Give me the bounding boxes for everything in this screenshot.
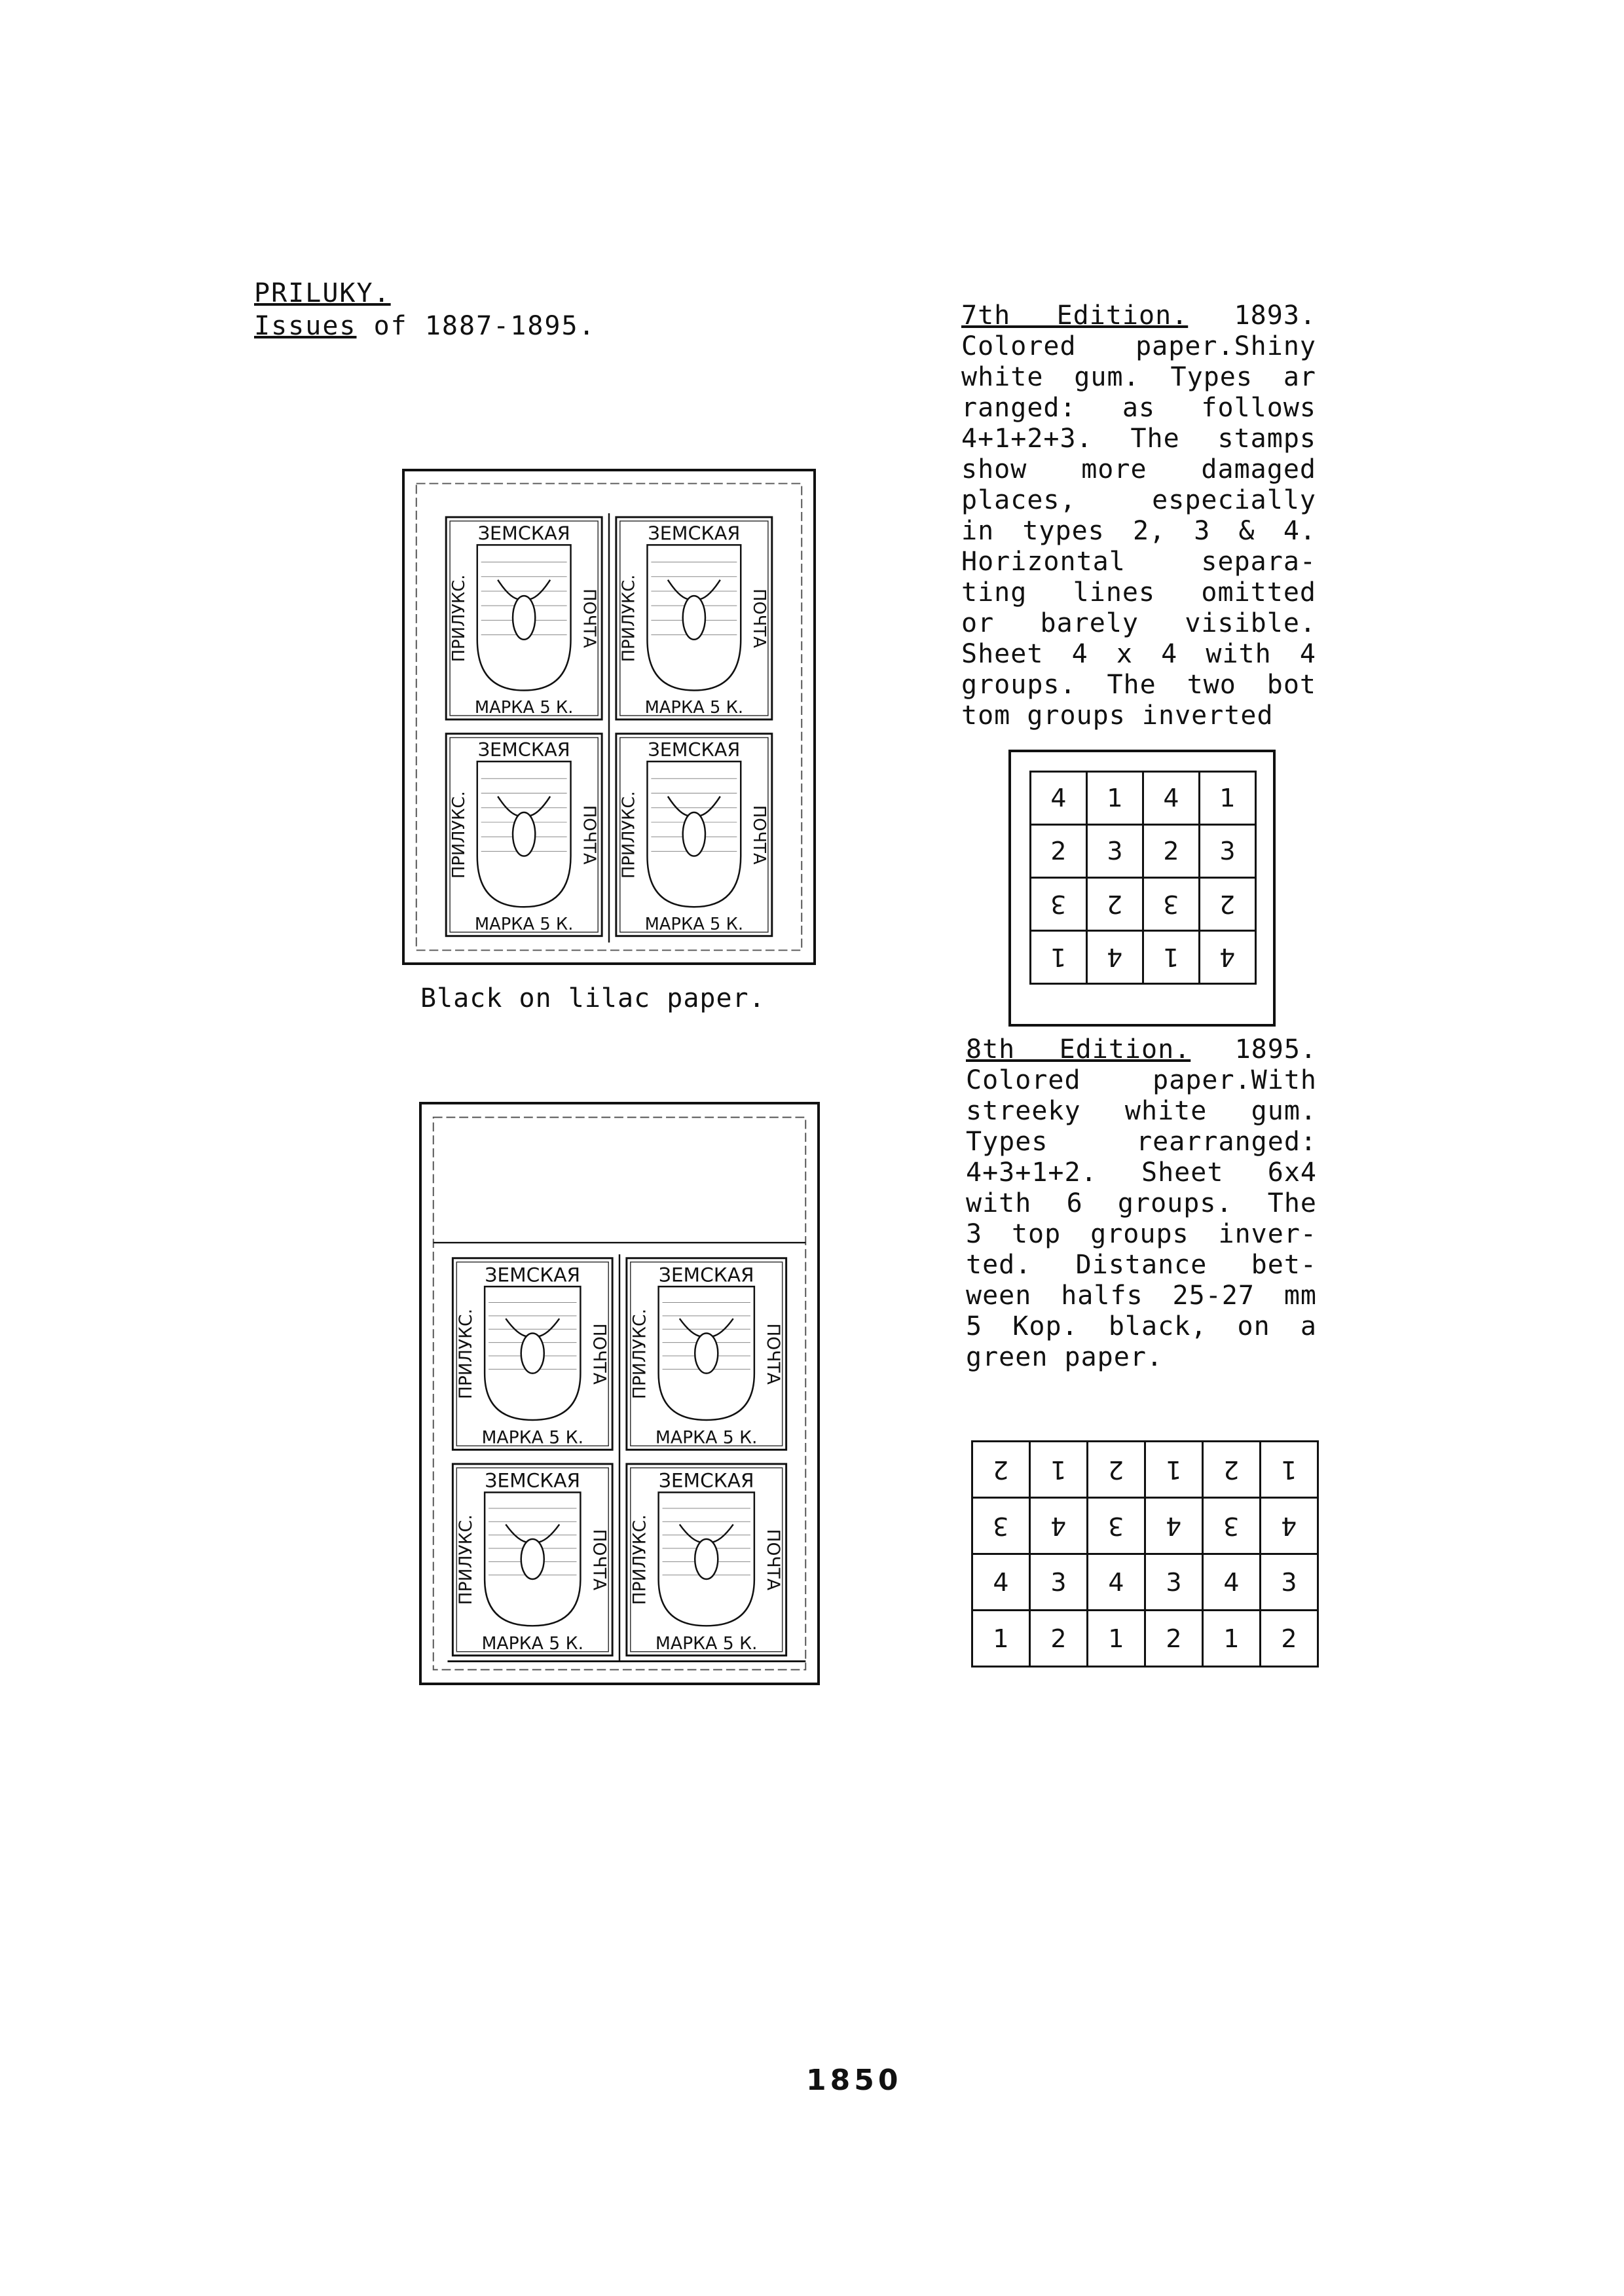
edition-8-grid-cell-number: 1	[1223, 1624, 1240, 1653]
edition-8-grid-cell-number: 4	[1281, 1511, 1297, 1540]
photo-1-caption: Black on lilac paper.	[420, 983, 766, 1013]
edition-8-grid-cell-number: 1	[1050, 1455, 1067, 1484]
edition-7-title: 7th Edition.	[961, 301, 1189, 331]
edition-7-grid-cell	[1087, 772, 1143, 825]
edition-8-grid-cell	[1088, 1442, 1145, 1498]
stamp-emblem-head	[513, 596, 535, 640]
stamp-emblem-head	[683, 596, 705, 640]
edition-8-grid-cell	[1030, 1611, 1088, 1667]
edition-8-grid-cell	[1203, 1611, 1261, 1667]
edition-7-grid-cell	[1087, 931, 1143, 984]
edition-8-grid-cell	[972, 1498, 1030, 1554]
stamp-block-2-drawing	[422, 1104, 817, 1683]
edition-8-grid-cell	[1088, 1611, 1145, 1667]
edition-7-text-line: places, especially	[961, 485, 1316, 515]
edition-7-grid-row	[1031, 931, 1256, 984]
edition-8-grid-cell-number: 3	[1050, 1567, 1067, 1597]
stamp-right-text: ПОЧТА	[579, 805, 599, 865]
edition-8-grid-cell-number: 1	[1166, 1455, 1182, 1484]
stamp-bottom-text: МАРКА 5 К.	[655, 1427, 758, 1448]
stamp-emblem-head	[521, 1539, 544, 1579]
edition-8-grid-cell-number: 3	[1166, 1567, 1182, 1597]
stamp-top-text: ЗЕМСКАЯ	[658, 1264, 754, 1286]
edition-8-grid-cell	[1030, 1498, 1088, 1554]
edition-8-grid-cell	[1203, 1554, 1261, 1611]
edition-7-grid-cell-number: 4	[1163, 784, 1179, 812]
edition-7-grid-cell-number: 2	[1107, 890, 1123, 919]
edition-7-text-line: show more damaged	[961, 454, 1316, 484]
edition-7-grid-cell-number: 1	[1219, 784, 1236, 812]
edition-8-grid-cell-number: 1	[993, 1624, 1009, 1653]
edition-7-grid-cell-number: 3	[1050, 890, 1067, 919]
edition-7-grid-cell-number: 2	[1163, 837, 1179, 866]
stamp-bottom-text: МАРКА 5 К.	[474, 914, 574, 934]
edition-7-year: 1893.	[1234, 301, 1316, 331]
edition-8-grid-cell-number: 3	[1223, 1511, 1240, 1540]
edition-8-grid-cell	[972, 1554, 1030, 1611]
edition-8-grid-cell	[1261, 1498, 1318, 1554]
stamp	[446, 734, 602, 936]
edition-8-grid-cell-number: 4	[1108, 1567, 1124, 1597]
edition-7-grid-cell-number: 1	[1107, 784, 1123, 812]
stamp-right-text: ПОЧТА	[763, 1323, 784, 1385]
stamp-block-1-drawing	[405, 471, 813, 962]
edition-8-grid-cell	[1088, 1554, 1145, 1611]
edition-8-grid-cell	[1088, 1498, 1145, 1554]
edition-8-grid-cell	[972, 1611, 1030, 1667]
stamp-left-text: ПРИЛУКС.	[455, 1308, 476, 1400]
stamp-top-text: ЗЕМСКАЯ	[485, 1264, 581, 1286]
edition-7-grid-row	[1031, 878, 1256, 931]
edition-8-grid-cell-number: 3	[1108, 1511, 1124, 1540]
stamp	[627, 1464, 786, 1656]
stamp-emblem-head	[513, 812, 535, 856]
stamp-top-text: ЗЕМСКАЯ	[648, 522, 741, 545]
edition-8-grid-cell-number: 4	[1223, 1567, 1240, 1597]
edition-8-text-line: green paper.	[966, 1342, 1163, 1372]
edition-7-text-line: tom groups inverted	[961, 701, 1274, 731]
edition-8-grid-cell	[1261, 1554, 1318, 1611]
edition-8-grid-cell	[1145, 1554, 1203, 1611]
edition-8-grid-cell	[972, 1442, 1030, 1498]
edition-8-grid-cell-number: 2	[1050, 1624, 1067, 1653]
edition-7-text-line: Colored paper.Shiny	[961, 331, 1316, 361]
stamp-left-text: ПРИЛУКС.	[449, 574, 469, 663]
edition-7-grid-cell-number: 4	[1219, 943, 1236, 972]
edition-7-grid-cell-number: 4	[1050, 784, 1067, 812]
stamp-left-text: ПРИЛУКС.	[619, 574, 639, 663]
edition-7-text-line: Sheet 4 x 4 with 4	[961, 639, 1316, 669]
edition-7-grid-cell	[1087, 825, 1143, 878]
edition-7-grid-row	[1031, 772, 1256, 825]
edition-8-grid-row	[972, 1442, 1318, 1498]
edition-8-text-line: ween halfs 25-27 mm	[966, 1281, 1317, 1311]
edition-7-grid-cell-number: 3	[1163, 890, 1179, 919]
edition-8-text-line: ted. Distance bet-	[966, 1250, 1317, 1280]
edition-8-grid-cell-number: 2	[993, 1455, 1009, 1484]
stamp-bottom-text: МАРКА 5 К.	[481, 1427, 584, 1448]
stamp-right-text: ПОЧТА	[589, 1529, 610, 1591]
edition-7-grid-cell	[1143, 772, 1200, 825]
edition-7-grid-cell	[1031, 825, 1087, 878]
edition-8-grid-cell	[1261, 1442, 1318, 1498]
edition-8-grid-cell	[1261, 1611, 1318, 1667]
stamp-emblem-head	[521, 1333, 544, 1373]
edition-8-grid-cell-number: 3	[993, 1511, 1009, 1540]
edition-7-text-line: in types 2, 3 & 4.	[961, 516, 1316, 546]
edition-8-text-line: with 6 groups. The	[966, 1188, 1317, 1218]
stamp-bottom-text: МАРКА 5 К.	[474, 698, 574, 718]
heading-place: PRILUKY.	[254, 278, 391, 308]
edition-8-grid-cell-number: 4	[1050, 1511, 1067, 1540]
edition-7-text-line: or barely visible.	[961, 608, 1316, 638]
stamp-emblem-head	[695, 1539, 718, 1579]
edition-8-text-line: 4+3+1+2. Sheet 6x4	[966, 1157, 1317, 1188]
edition-7-layout-grid	[1029, 771, 1257, 985]
page-number: 1850	[806, 2064, 902, 2097]
edition-7-grid-cell	[1143, 825, 1200, 878]
edition-8-grid-cell-number: 2	[1223, 1455, 1240, 1484]
edition-8-grid-cell-number: 1	[1281, 1455, 1297, 1484]
edition-8-grid-cell-number: 3	[1281, 1567, 1297, 1597]
edition-8-title-line	[966, 1034, 1317, 1065]
edition-8-grid-cell	[1203, 1442, 1261, 1498]
edition-7-grid-cell	[1200, 825, 1256, 878]
heading-issues-rest: of 1887-1895.	[356, 311, 596, 341]
heading-issues-word: Issues	[254, 311, 357, 341]
stamp-top-text: ЗЕМСКАЯ	[477, 738, 570, 761]
edition-7-grid-cell-number: 3	[1219, 837, 1236, 866]
edition-8-grid-cell-number: 2	[1166, 1624, 1182, 1653]
edition-8-grid-cell	[1145, 1611, 1203, 1667]
stamp-left-text: ПРИЛУКС.	[629, 1514, 650, 1605]
edition-7-grid-cell-number: 3	[1107, 837, 1123, 866]
edition-8-grid-cell	[1145, 1498, 1203, 1554]
edition-8-grid-cell-number: 1	[1108, 1624, 1124, 1653]
stamp-bottom-text: МАРКА 5 К.	[481, 1633, 584, 1654]
stamp	[452, 1464, 612, 1656]
stamp-top-text: ЗЕМСКАЯ	[485, 1469, 581, 1492]
stamp	[627, 1258, 786, 1450]
stamp-left-text: ПРИЛУКС.	[629, 1308, 650, 1400]
stamp-right-text: ПОЧТА	[589, 1323, 610, 1385]
edition-8-layout-grid	[971, 1440, 1319, 1667]
edition-7-title-line	[961, 301, 1316, 331]
edition-7-text-line: 4+1+2+3. The stamps	[961, 424, 1316, 454]
stamp-right-text: ПОЧТА	[579, 589, 599, 648]
edition-8-text-line: Types rearranged:	[966, 1127, 1317, 1157]
stamp	[452, 1258, 612, 1450]
stamp-bottom-text: МАРКА 5 К.	[655, 1633, 758, 1654]
edition-8-grid-cell	[1030, 1442, 1088, 1498]
edition-8-year: 1895.	[1234, 1034, 1317, 1065]
edition-7-grid-cell	[1143, 931, 1200, 984]
edition-8-grid-cell	[1145, 1442, 1203, 1498]
stamp-emblem-head	[695, 1333, 718, 1373]
edition-7-text-line: groups. The two bot	[961, 670, 1316, 700]
edition-8-grid-row	[972, 1611, 1318, 1667]
edition-8-grid-cell-number: 2	[1281, 1624, 1297, 1653]
edition-8-grid-row	[972, 1554, 1318, 1611]
stamp-left-text: ПРИЛУКС.	[619, 791, 639, 879]
stamp	[616, 517, 772, 720]
edition-7-grid-cell	[1031, 878, 1087, 931]
edition-8-text	[966, 1034, 1317, 1373]
edition-7-grid-cell-number: 1	[1163, 943, 1179, 972]
edition-7-grid-cell	[1031, 931, 1087, 984]
edition-7-grid-cell	[1200, 931, 1256, 984]
stamp-bottom-text: МАРКА 5 К.	[644, 698, 744, 718]
edition-8-grid-cell	[1203, 1498, 1261, 1554]
edition-8-grid-cell-number: 4	[1166, 1511, 1182, 1540]
stamp-block-photo-2	[419, 1102, 820, 1685]
edition-7-text-line: Horizontal separa-	[961, 547, 1316, 577]
edition-7-grid-cell-number: 2	[1219, 890, 1236, 919]
edition-7-grid-cell-number: 2	[1050, 837, 1067, 866]
edition-7-grid-cell	[1200, 772, 1256, 825]
stamp	[446, 517, 602, 720]
edition-7-grid-row	[1031, 825, 1256, 878]
stamp-bottom-text: МАРКА 5 К.	[644, 914, 744, 934]
edition-7-text-line: ranged: as follows	[961, 393, 1316, 423]
edition-8-grid-row	[972, 1498, 1318, 1554]
edition-8-grid-cell	[1030, 1554, 1088, 1611]
edition-7-text-line: ting lines omitted	[961, 577, 1316, 608]
edition-7-grid-cell-number: 1	[1050, 943, 1067, 972]
stamp	[616, 734, 772, 936]
edition-7-grid-cell	[1087, 878, 1143, 931]
edition-8-grid-cell-number: 4	[993, 1567, 1009, 1597]
stamp-left-text: ПРИЛУКС.	[449, 791, 469, 879]
edition-7-grid-cell	[1031, 772, 1087, 825]
stamp-top-text: ЗЕМСКАЯ	[648, 738, 741, 761]
edition-7-text	[961, 301, 1316, 731]
edition-8-text-line: Colored paper.With	[966, 1065, 1317, 1095]
edition-7-grid-cell	[1200, 878, 1256, 931]
edition-8-text-line: 3 top groups inver-	[966, 1219, 1317, 1249]
edition-8-title: 8th Edition.	[966, 1034, 1191, 1065]
stamp-left-text: ПРИЛУКС.	[455, 1514, 476, 1605]
stamp-top-text: ЗЕМСКАЯ	[477, 522, 570, 545]
edition-8-grid-cell-number: 2	[1108, 1455, 1124, 1484]
edition-7-text-line: white gum. Types ar	[961, 362, 1316, 392]
edition-8-text-line: 5 Kop. black, on a	[966, 1311, 1317, 1341]
stamp-block-photo-1	[402, 469, 816, 965]
stamp-top-text: ЗЕМСКАЯ	[658, 1469, 754, 1492]
edition-7-grid-cell	[1143, 878, 1200, 931]
stamp-right-text: ПОЧТА	[763, 1529, 784, 1591]
edition-7-grid-cell-number: 4	[1107, 943, 1123, 972]
stamp-right-text: ПОЧТА	[749, 589, 769, 648]
heading-issues	[254, 311, 596, 341]
edition-8-text-line: streeky white gum.	[966, 1096, 1317, 1126]
stamp-right-text: ПОЧТА	[749, 805, 769, 865]
stamp-emblem-head	[683, 812, 705, 856]
